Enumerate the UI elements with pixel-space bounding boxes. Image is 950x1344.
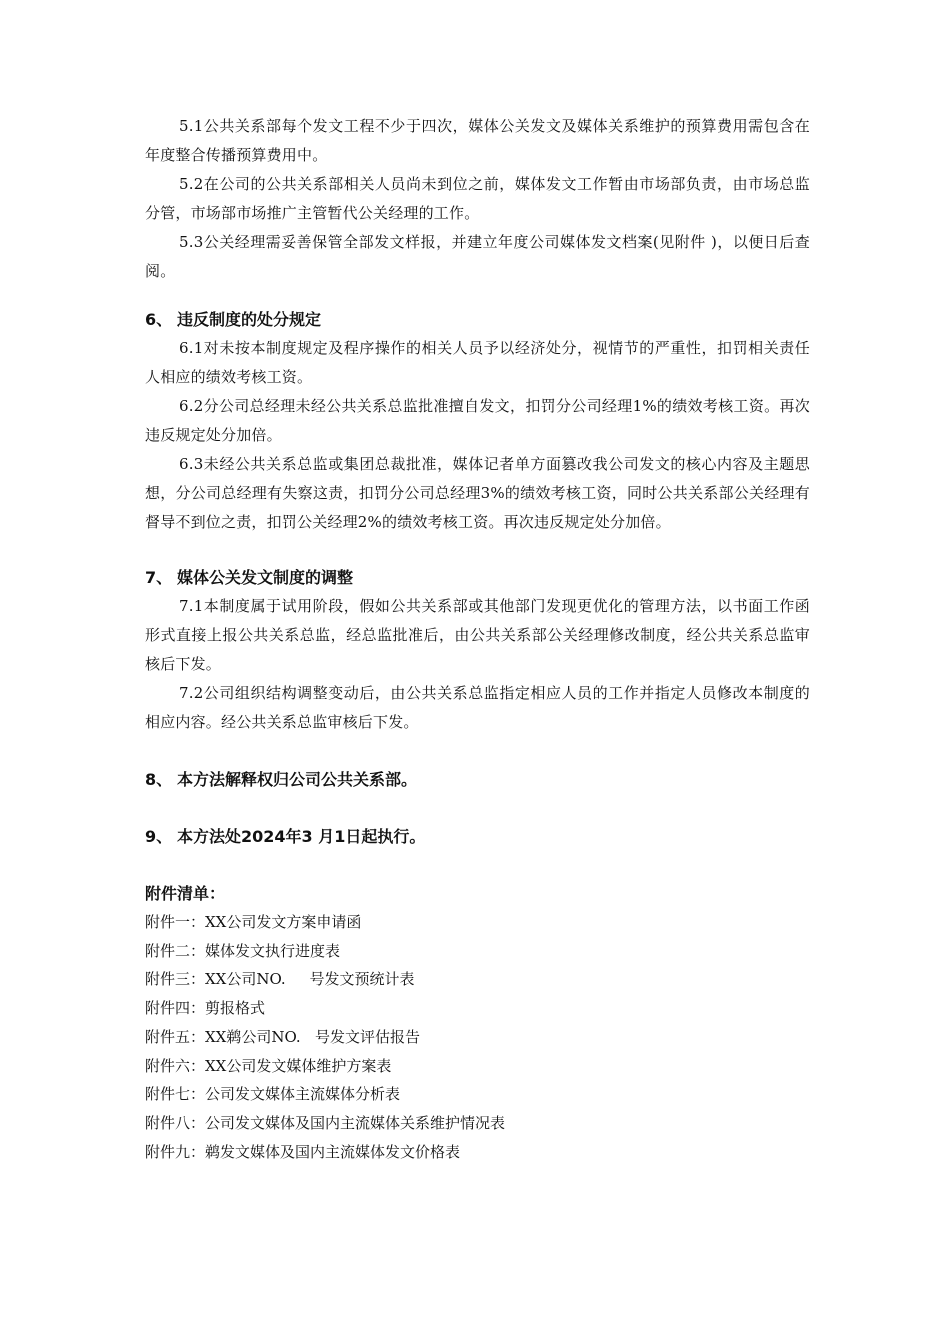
paragraph-7-1: 7.1本制度属于试用阶段，假如公共关系部或其他部门发现更优化的管理方法，以书面工作函形式直接上报公共关系总监，经总监批准后，由公共关系部公关经理修改制度，经公共关系总监审核后下发。: [145, 597, 810, 673]
paragraph-5-1: 5.1公共关系部每个发文工程不少于四次，媒体公关发文及媒体关系维护的预算费用需包含在年度整合传播预算费用中。: [145, 117, 810, 164]
document-page: [145, 0, 810, 1166]
attachment-item: 附件二：媒体发文执行进度表: [145, 941, 341, 960]
paragraph-6-1: 6.1对未按本制度规定及程序操作的相关人员予以经济处分，视情节的严重性，扣罚相关责任人相应的绩效考核工资。: [145, 339, 810, 386]
attachment-item: 附件九：鹈发文媒体及国内主流媒体发文价格表: [145, 1142, 461, 1161]
paragraph-5-2: 5.2在公司的公共关系部相关人员尚未到位之前，媒体发文工作暂由市场部负责，由市场总监分管，市场部市场推广主管暂代公关经理的工作。: [145, 175, 810, 222]
attachment-item: 附件四：剪报格式: [145, 999, 266, 1018]
attachment-item: 附件三：XX公司NO. 号发文预统计表: [145, 970, 415, 989]
heading-number: 8、: [145, 770, 173, 789]
heading-title: 本方法处2024年3 月1日起执行。: [177, 827, 426, 846]
paragraph-6-3: 6.3未经公共关系总监或集团总裁批准，媒体记者单方面篡改我公司发文的核心内容及主题思想，分公司总经理有失察这责，扣罚分公司总经理3%的绩效考核工资，同时公共关系部公关经理有督导不到位之责，扣罚公关经理2%的绩效考核工资。再次违反规定处分加倍。: [145, 455, 810, 531]
heading-section-9: [145, 822, 810, 851]
heading-number: 7、: [145, 568, 173, 587]
heading-title: 本方法解释权归公司公共关系部。: [177, 770, 418, 789]
heading-number: 6、: [145, 310, 173, 329]
heading-section-6: [145, 305, 810, 334]
attachment-list-title: 附件清单：: [145, 884, 226, 903]
attachment-item: 附件一：XX公司发文方案申请函: [145, 913, 362, 931]
attachment-item: 附件七：公司发文媒体主流媒体分析表: [145, 1085, 401, 1104]
heading-number: 9、: [145, 827, 173, 846]
heading-title: 媒体公关发文制度的调整: [177, 568, 354, 587]
attachment-item: 附件五：XX鹈公司NO. 号发文评估报告: [145, 1027, 420, 1046]
paragraph-6-2: 6.2分公司总经理未经公共关系总监批准擅自发文，扣罚分公司经理1%的绩效考核工资。再次违反规定处分加倍。: [145, 397, 810, 444]
paragraph-7-2: 7.2公司组织结构调整变动后，由公共关系总监指定相应人员的工作并指定人员修改本制度的相应内容。经公共关系总监审核后下发。: [145, 684, 810, 731]
heading-title: 违反制度的处分规定: [177, 310, 322, 329]
attachment-item: 附件八：公司发文媒体及国内主流媒体关系维护情况表: [145, 1113, 506, 1132]
attachment-item: 附件六：XX公司发文媒体维护方案表: [145, 1056, 392, 1075]
attachment-list: [145, 908, 810, 1166]
heading-section-7: [145, 563, 810, 592]
heading-section-8: [145, 765, 810, 794]
paragraph-5-3: 5.3公关经理需妥善保管全部发文样报，并建立年度公司媒体发文档案(见附件 )，以便日后查阅。: [145, 233, 810, 280]
